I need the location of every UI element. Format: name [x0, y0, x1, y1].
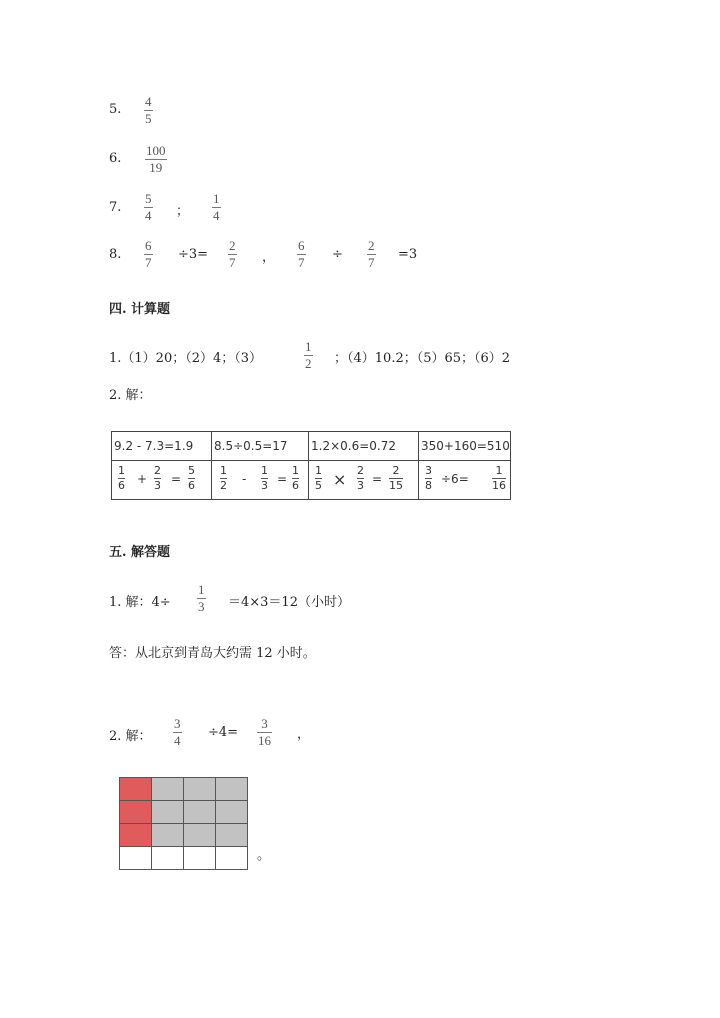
item-8-tail: =3	[398, 247, 418, 262]
grid-cell-gray	[216, 801, 248, 824]
section-5-q2-prefix: 2. 解：	[109, 729, 152, 744]
grid-cell-gray	[152, 824, 184, 847]
grid-cell-white	[120, 847, 152, 870]
item-8-fraction-4: 2 7	[368, 238, 375, 270]
section-4-q1-suffix: ；（4）10.2；（5）65；（6）2	[334, 351, 511, 366]
grid-cell-white	[152, 847, 184, 870]
item-7-fraction-1: 5 4	[145, 191, 152, 223]
item-8-fraction-3: 6 7	[298, 238, 305, 270]
calc-cell: 350+160=510	[419, 432, 511, 461]
grid-cell-gray	[184, 778, 216, 801]
grid-cell-gray	[216, 824, 248, 847]
grid-cell-red	[120, 824, 152, 847]
section-5-q1-prefix: 1. 解：4÷	[109, 595, 171, 610]
item-8-fraction-2: 2 7	[229, 238, 236, 270]
calc-cell: 8.5÷0.5=17	[212, 432, 309, 461]
calc-cell: 1 5 × 2 3 = 2 15	[309, 461, 419, 500]
section-5-q2-fraction-1: 3 4	[174, 716, 181, 748]
calc-cell: 1 2 - 1 3 = 1 6	[212, 461, 309, 500]
grid-cell-red	[120, 778, 152, 801]
fraction-grid	[119, 777, 248, 870]
grid-cell-gray	[152, 778, 184, 801]
item-7-separator: ；	[176, 204, 190, 219]
calc-cell: 9.2 - 7.3=1.9	[112, 432, 212, 461]
grid-cell-gray	[184, 801, 216, 824]
section-5-q2-comma: ，	[297, 727, 311, 742]
calc-row-2	[112, 461, 511, 500]
section-5-q1-suffix: ＝4×3＝12（小时）	[228, 595, 350, 610]
section-5-q1-fraction: 1 3	[198, 582, 205, 614]
calc-cell: 1 6 + 2 3 = 5 6	[112, 461, 212, 500]
grid-cell-white	[184, 847, 216, 870]
item-8-comma: ，	[262, 250, 276, 265]
calc-row-1	[112, 432, 511, 461]
grid-row	[120, 847, 248, 870]
grid-row	[120, 801, 248, 824]
item-8-operator-2: ÷	[332, 247, 343, 262]
section-4-q1-prefix: 1.（1）20；（2）4；（3）	[109, 351, 263, 366]
grid-cell-white	[216, 847, 248, 870]
grid-cell-gray	[216, 778, 248, 801]
calc-cell: 1.2×0.6=0.72	[309, 432, 419, 461]
item-8-fraction-1: 6 7	[145, 238, 152, 270]
item-5-number: 5.	[109, 102, 122, 117]
grid-cell-red	[120, 801, 152, 824]
grid-cell-gray	[152, 801, 184, 824]
item-5-fraction: 4 5	[145, 94, 152, 126]
item-7-number: 7.	[109, 200, 122, 215]
section-5-q2-operator: ÷4=	[208, 725, 239, 740]
calculation-table	[111, 431, 511, 500]
section-4-q1-fraction: 1 2	[305, 339, 312, 371]
item-6-number: 6.	[109, 151, 122, 166]
calc-cell: 3 8 ÷6= 1 16	[419, 461, 511, 500]
section-4-q2-label: 2. 解：	[109, 388, 152, 403]
section-5-title: 五. 解答题	[109, 545, 171, 560]
section-5-q1-answer: 答：从北京到青岛大约需 12 小时。	[109, 646, 316, 661]
grid-row	[120, 778, 248, 801]
item-6-fraction: 100 19	[146, 143, 166, 175]
grid-row	[120, 824, 248, 847]
section-5-q2-fraction-2: 3 16	[258, 716, 271, 748]
grid-cell-gray	[184, 824, 216, 847]
item-7-fraction-2: 1 4	[213, 191, 220, 223]
grid-period: 。	[257, 848, 271, 863]
item-8-number: 8.	[109, 247, 122, 262]
section-4-title: 四. 计算题	[109, 302, 171, 317]
item-8-operator-1: ÷3=	[178, 247, 209, 262]
